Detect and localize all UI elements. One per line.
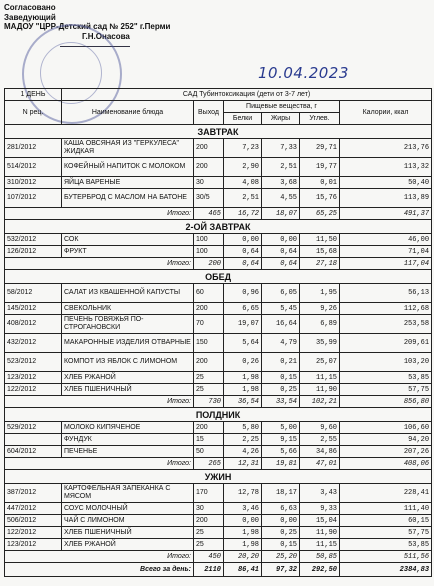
- carbs-value: 34,86: [300, 446, 340, 458]
- recipe-number: 145/2012: [5, 303, 62, 315]
- recipe-number: 122/2012: [5, 527, 62, 539]
- carbs-value: 9,60: [300, 422, 340, 434]
- fat-value: 18,17: [262, 484, 300, 503]
- recipe-number: 447/2012: [5, 503, 62, 515]
- total-output: 450: [194, 551, 224, 563]
- total-protein: 36,54: [224, 396, 262, 408]
- fat-value: 3,68: [262, 177, 300, 189]
- dish-output: 170: [194, 484, 224, 503]
- protein-value: 4,26: [224, 446, 262, 458]
- table-row: [5, 372, 432, 384]
- dish-name: КОМПОТ ИЗ ЯБЛОК С ЛИМОНОМ: [62, 353, 194, 372]
- dish-name: ЯЙЦА ВАРЕНЫЕ: [62, 177, 194, 189]
- dish-name: ФУНДУК: [62, 434, 194, 446]
- approval-line-2: Заведующий: [4, 12, 56, 22]
- total-label: Итого:: [5, 258, 194, 270]
- total-fat: 25,20: [262, 551, 300, 563]
- section-title: ОБЕД: [5, 270, 432, 284]
- table-row: [5, 303, 432, 315]
- grand-total-label: Всего за день:: [5, 563, 194, 577]
- protein-value: 3,46: [224, 503, 262, 515]
- carbs-value: 11,15: [300, 372, 340, 384]
- recipe-number: 604/2012: [5, 446, 62, 458]
- table-row: [5, 422, 432, 434]
- dish-output: 30: [194, 503, 224, 515]
- total-protein: 20,20: [224, 551, 262, 563]
- recipe-number: 408/2012: [5, 315, 62, 334]
- fat-value: 5,66: [262, 446, 300, 458]
- recipe-number: 123/2012: [5, 539, 62, 551]
- calories-value: 103,20: [340, 353, 432, 372]
- fat-value: 7,33: [262, 139, 300, 158]
- total-protein: 16,72: [224, 208, 262, 220]
- total-calories: 408,06: [340, 458, 432, 470]
- section-title: 2-ОЙ ЗАВТРАК: [5, 220, 432, 234]
- col-carbs: Углев.: [300, 113, 340, 125]
- carbs-value: 15,68: [300, 246, 340, 258]
- table-row: [5, 177, 432, 189]
- fat-value: 4,79: [262, 334, 300, 353]
- carbs-value: 2,55: [300, 434, 340, 446]
- total-label: Итого:: [5, 551, 194, 563]
- table-row: [5, 353, 432, 372]
- total-output: 465: [194, 208, 224, 220]
- section-header: [5, 470, 432, 484]
- carbs-value: 11,15: [300, 539, 340, 551]
- recipe-number: 514/2012: [5, 158, 62, 177]
- protein-value: 12,78: [224, 484, 262, 503]
- table-row: [5, 503, 432, 515]
- table-row: [5, 158, 432, 177]
- dish-output: 200: [194, 353, 224, 372]
- fat-value: 0,25: [262, 384, 300, 396]
- dish-output: 200: [194, 303, 224, 315]
- total-fat: 33,54: [262, 396, 300, 408]
- fat-value: 6,63: [262, 503, 300, 515]
- total-calories: 491,37: [340, 208, 432, 220]
- grand-total-calories: 2384,83: [340, 563, 432, 577]
- grand-total-output: 2110: [194, 563, 224, 577]
- fat-value: 9,15: [262, 434, 300, 446]
- total-protein: 0,64: [224, 258, 262, 270]
- dish-output: 25: [194, 384, 224, 396]
- dish-output: 200: [194, 139, 224, 158]
- table-row: [5, 234, 432, 246]
- menu-table: [4, 88, 432, 577]
- col-output: Выход: [194, 101, 224, 125]
- fat-value: 0,00: [262, 234, 300, 246]
- calories-value: 50,40: [340, 177, 432, 189]
- calories-value: 207,26: [340, 446, 432, 458]
- carbs-value: 25,07: [300, 353, 340, 372]
- carbs-value: 3,43: [300, 484, 340, 503]
- section-header: [5, 125, 432, 139]
- recipe-number: 506/2012: [5, 515, 62, 527]
- fat-value: 16,64: [262, 315, 300, 334]
- dish-name: ХЛЕБ РЖАНОЙ: [62, 539, 194, 551]
- carbs-value: 19,77: [300, 158, 340, 177]
- handwritten-date: 10.04.2023: [258, 64, 349, 82]
- table-row: [5, 539, 432, 551]
- section-total-row: [5, 208, 432, 220]
- calories-value: 94,20: [340, 434, 432, 446]
- recipe-number: 126/2012: [5, 246, 62, 258]
- recipe-number: 107/2012: [5, 189, 62, 208]
- dish-output: 15: [194, 434, 224, 446]
- carbs-value: 29,71: [300, 139, 340, 158]
- recipe-number: 532/2012: [5, 234, 62, 246]
- recipe-number: 281/2012: [5, 139, 62, 158]
- dish-output: 30/5: [194, 189, 224, 208]
- section-header: [5, 270, 432, 284]
- dish-name: ПЕЧЕНЬ ГОВЯЖЬЯ ПО-СТРОГАНОВСКИ: [62, 315, 194, 334]
- fat-value: 2,51: [262, 158, 300, 177]
- table-row: [5, 384, 432, 396]
- recipe-number: 123/2012: [5, 372, 62, 384]
- table-row: [5, 446, 432, 458]
- section-total-row: [5, 258, 432, 270]
- approval-line-3: МАДОУ "ЦРР-Детский сад № 252" г.Перми: [4, 22, 171, 31]
- dish-output: 200: [194, 422, 224, 434]
- approval-line-1: Согласовано: [4, 3, 56, 12]
- total-label: Итого:: [5, 458, 194, 470]
- dish-output: 100: [194, 246, 224, 258]
- total-carbs: 65,25: [300, 208, 340, 220]
- calories-value: 112,68: [340, 303, 432, 315]
- protein-value: 0,64: [224, 246, 262, 258]
- section-header: [5, 408, 432, 422]
- calories-value: 71,04: [340, 246, 432, 258]
- recipe-number: 387/2012: [5, 484, 62, 503]
- grand-total-fat: 97,32: [262, 563, 300, 577]
- total-label: Итого:: [5, 208, 194, 220]
- protein-value: 2,25: [224, 434, 262, 446]
- menu-body: [5, 125, 432, 577]
- dish-name: СВЕКОЛЬНИК: [62, 303, 194, 315]
- dish-output: 100: [194, 234, 224, 246]
- calories-value: 60,15: [340, 515, 432, 527]
- dish-output: 50: [194, 446, 224, 458]
- col-recipe-number: N рец.: [5, 101, 62, 125]
- protein-value: 1,98: [224, 539, 262, 551]
- table-row: [5, 284, 432, 303]
- total-output: 200: [194, 258, 224, 270]
- protein-value: 2,51: [224, 189, 262, 208]
- protein-value: 5,64: [224, 334, 262, 353]
- dish-output: 60: [194, 284, 224, 303]
- calories-value: 113,32: [340, 158, 432, 177]
- total-calories: 511,56: [340, 551, 432, 563]
- total-carbs: 47,01: [300, 458, 340, 470]
- carbs-value: 9,33: [300, 503, 340, 515]
- protein-value: 7,23: [224, 139, 262, 158]
- dish-output: 200: [194, 158, 224, 177]
- col-nutrients: Пищевые вещества, г: [224, 101, 340, 113]
- carbs-value: 11,90: [300, 384, 340, 396]
- recipe-number: 432/2012: [5, 334, 62, 353]
- dish-name: САЛАТ ИЗ КВАШЕННОЙ КАПУСТЫ: [62, 284, 194, 303]
- table-row: [5, 315, 432, 334]
- fat-value: 0,64: [262, 246, 300, 258]
- total-fat: 0,64: [262, 258, 300, 270]
- calories-value: 46,00: [340, 234, 432, 246]
- dish-name: КАША ОВСЯНАЯ ИЗ "ГЕРКУЛЕСА" ЖИДКАЯ: [62, 139, 194, 158]
- carbs-value: 11,50: [300, 234, 340, 246]
- dish-name: КОФЕЙНЫЙ НАПИТОК С МОЛОКОМ: [62, 158, 194, 177]
- fat-value: 0,15: [262, 539, 300, 551]
- section-total-row: [5, 458, 432, 470]
- table-row: [5, 515, 432, 527]
- dish-output: 200: [194, 515, 224, 527]
- protein-value: 1,98: [224, 527, 262, 539]
- grand-total-carbs: 292,50: [300, 563, 340, 577]
- dish-name: ПЕЧЕНЬЕ: [62, 446, 194, 458]
- fat-value: 6,05: [262, 284, 300, 303]
- carbs-value: 0,01: [300, 177, 340, 189]
- carbs-value: 1,95: [300, 284, 340, 303]
- calories-value: 111,40: [340, 503, 432, 515]
- table-row: [5, 139, 432, 158]
- dish-output: 25: [194, 372, 224, 384]
- section-title: ПОЛДНИК: [5, 408, 432, 422]
- dish-output: 150: [194, 334, 224, 353]
- col-protein: Белки: [224, 113, 262, 125]
- dish-output: 25: [194, 539, 224, 551]
- protein-value: 0,26: [224, 353, 262, 372]
- total-output: 730: [194, 396, 224, 408]
- table-row: [5, 484, 432, 503]
- col-fat: Жиры: [262, 113, 300, 125]
- protein-value: 0,96: [224, 284, 262, 303]
- calories-value: 209,61: [340, 334, 432, 353]
- protein-value: 5,80: [224, 422, 262, 434]
- total-fat: 18,07: [262, 208, 300, 220]
- calories-value: 213,76: [340, 139, 432, 158]
- protein-value: 2,90: [224, 158, 262, 177]
- recipe-number: 122/2012: [5, 384, 62, 396]
- fat-value: 5,45: [262, 303, 300, 315]
- fat-value: 0,15: [262, 372, 300, 384]
- dish-name: ХЛЕБ ПШЕНИЧНЫЙ: [62, 527, 194, 539]
- recipe-number: [5, 434, 62, 446]
- grand-total-row: [5, 563, 432, 577]
- table-row: [5, 527, 432, 539]
- recipe-number: 58/2012: [5, 284, 62, 303]
- table-row: [5, 189, 432, 208]
- dish-name: МОЛОКО КИПЯЧЕНОЕ: [62, 422, 194, 434]
- fat-value: 0,00: [262, 515, 300, 527]
- recipe-number: 310/2012: [5, 177, 62, 189]
- section-total-row: [5, 551, 432, 563]
- calories-value: 56,13: [340, 284, 432, 303]
- total-protein: 12,31: [224, 458, 262, 470]
- col-dish-name: Наименование блюда: [62, 101, 194, 125]
- carbs-value: 9,26: [300, 303, 340, 315]
- calories-value: 106,60: [340, 422, 432, 434]
- dish-name: СОК: [62, 234, 194, 246]
- section-total-row: [5, 396, 432, 408]
- protein-value: 1,98: [224, 372, 262, 384]
- protein-value: 1,98: [224, 384, 262, 396]
- dish-name: БУТЕРБРОД С МАСЛОМ НА БАТОНЕ: [62, 189, 194, 208]
- dish-name: ФРУКТ: [62, 246, 194, 258]
- calories-value: 113,89: [340, 189, 432, 208]
- dish-name: ЧАЙ С ЛИМОНОМ: [62, 515, 194, 527]
- calories-value: 57,75: [340, 527, 432, 539]
- recipe-number: 523/2012: [5, 353, 62, 372]
- dish-name: ХЛЕБ РЖАНОЙ: [62, 372, 194, 384]
- carbs-value: 15,76: [300, 189, 340, 208]
- carbs-value: 35,99: [300, 334, 340, 353]
- total-calories: 117,04: [340, 258, 432, 270]
- total-calories: 856,80: [340, 396, 432, 408]
- fat-value: 4,55: [262, 189, 300, 208]
- carbs-value: 6,89: [300, 315, 340, 334]
- total-carbs: 102,21: [300, 396, 340, 408]
- dish-name: КАРТОФЕЛЬНАЯ ЗАПЕКАНКА С МЯСОМ: [62, 484, 194, 503]
- carbs-value: 15,04: [300, 515, 340, 527]
- dish-output: 70: [194, 315, 224, 334]
- fat-value: 0,21: [262, 353, 300, 372]
- calories-value: 53,85: [340, 372, 432, 384]
- dish-name: МАКАРОННЫЕ ИЗДЕЛИЯ ОТВАРНЫЕ: [62, 334, 194, 353]
- table-row: [5, 246, 432, 258]
- recipe-number: 529/2012: [5, 422, 62, 434]
- protein-value: 0,00: [224, 234, 262, 246]
- protein-value: 6,65: [224, 303, 262, 315]
- protein-value: 0,00: [224, 515, 262, 527]
- total-carbs: 50,85: [300, 551, 340, 563]
- section-title: УЖИН: [5, 470, 432, 484]
- section-title: ЗАВТРАК: [5, 125, 432, 139]
- total-output: 265: [194, 458, 224, 470]
- table-row: [5, 434, 432, 446]
- grand-total-protein: 86,41: [224, 563, 262, 577]
- fat-value: 0,25: [262, 527, 300, 539]
- table-row: [5, 334, 432, 353]
- dish-output: 25: [194, 527, 224, 539]
- calories-value: 53,85: [340, 539, 432, 551]
- calories-value: 57,75: [340, 384, 432, 396]
- dish-name: СОУС МОЛОЧНЫЙ: [62, 503, 194, 515]
- table-title: САД Тубинтоксикация (дети от 3-7 лет): [62, 89, 432, 101]
- section-header: [5, 220, 432, 234]
- day-label: 1 ДЕНЬ: [5, 89, 62, 101]
- total-fat: 19,81: [262, 458, 300, 470]
- fat-value: 5,00: [262, 422, 300, 434]
- total-carbs: 27,18: [300, 258, 340, 270]
- total-label: Итого:: [5, 396, 194, 408]
- calories-value: 228,41: [340, 484, 432, 503]
- dish-output: 30: [194, 177, 224, 189]
- calories-value: 253,58: [340, 315, 432, 334]
- col-calories: Калории, ккал: [340, 101, 432, 125]
- carbs-value: 11,90: [300, 527, 340, 539]
- protein-value: 4,08: [224, 177, 262, 189]
- dish-name: ХЛЕБ ПШЕНИЧНЫЙ: [62, 384, 194, 396]
- approval-line-4: Г.Н.Онасова: [82, 31, 130, 41]
- protein-value: 19,07: [224, 315, 262, 334]
